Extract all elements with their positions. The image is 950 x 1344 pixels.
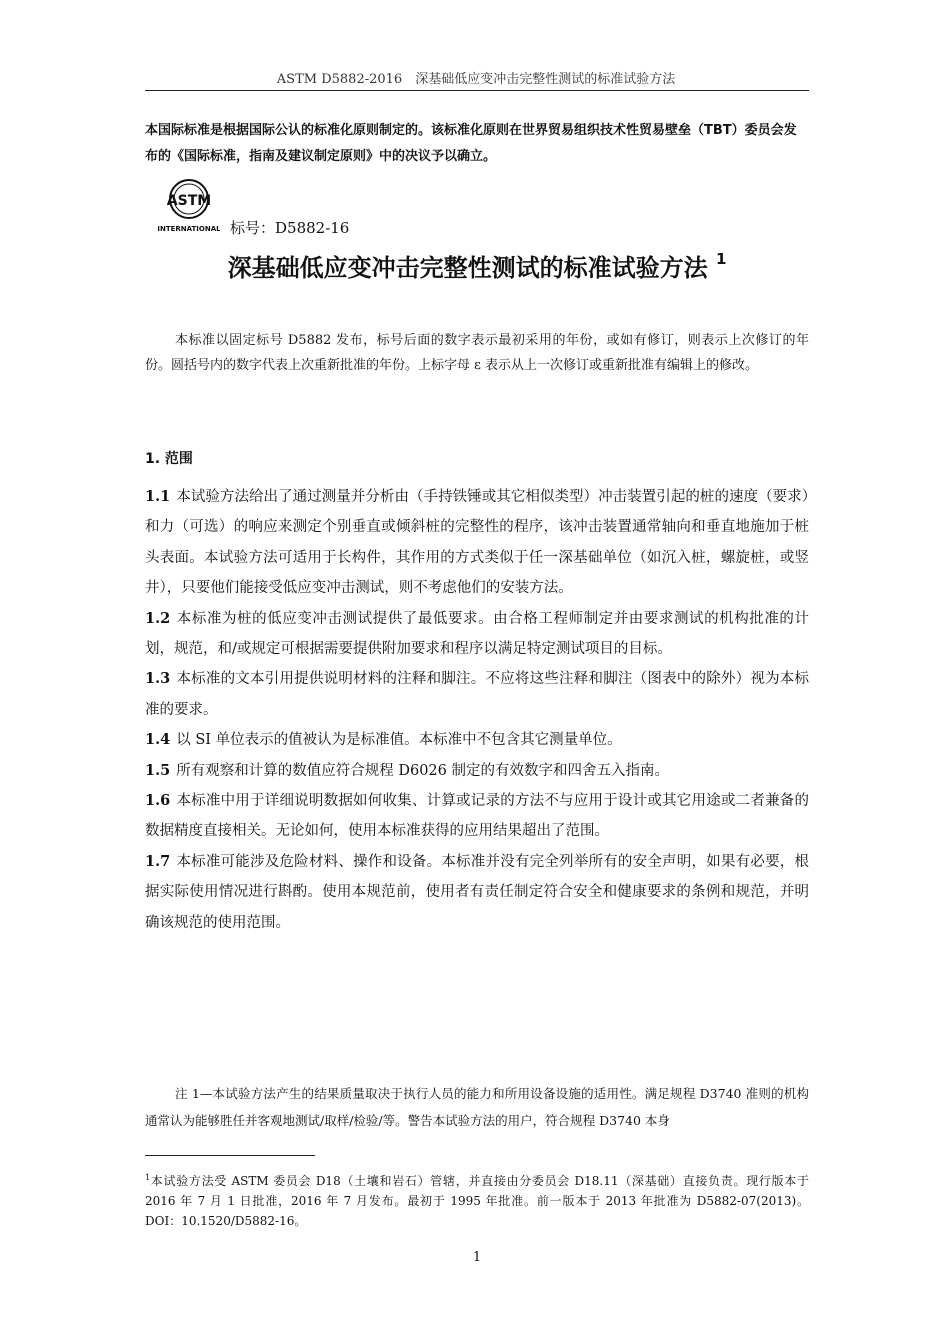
header-rule [145, 90, 809, 91]
clause-number: 1.7 [145, 852, 171, 870]
title-footnote-mark: 1 [715, 250, 727, 268]
title-text: 深基础低应变冲击完整性测试的标准试验方法 [227, 254, 708, 282]
page-number: 1 [472, 1250, 482, 1265]
footnote-mark: 1 [145, 1173, 151, 1182]
designation-number: 标号：D5882-16 [230, 219, 350, 237]
clause-1-1 [145, 482, 809, 604]
astm-international-logo-icon [158, 178, 220, 234]
clause-text: 本标准为桩的低应变冲击测试提供了最低要求。由合格工程师制定并由要求测试的机构批准的计划，规范，和/或规定可根据需要提供附加要求和程序以满足特定测试项目的目标。 [145, 610, 809, 658]
clause-number: 1.2 [145, 609, 171, 627]
scope-clauses [145, 482, 809, 938]
running-header: ASTM D5882-2016 深基础低应变冲击完整性测试的标准试验方法 [276, 72, 676, 87]
clause-1-7 [145, 847, 809, 938]
clause-text: 所有观察和计算的数值应符合规程 D6026 制定的有效数字和四舍五入指南。 [176, 762, 669, 779]
clause-text: 本试验方法给出了通过测量并分析由（手持铁锤或其它相似类型）冲击装置引起的桩的速度（要求）和力（可选）的响应来测定个别垂直或倾斜桩的完整性的程序，该冲击装置通常轴向和垂直地施加于桩头表面。本试验方法可适用于长构件，其作用的方式类似于任一深基础单位（如沉入桩，螺旋桩，或竖井），只要他们能接受低应变冲击测试，则不考虑他们的安装方法。 [145, 489, 809, 597]
clause-text: 本标准可能涉及危险材料、操作和设备。本标准并没有完全列举所有的安全声明，如果有必要，根据实际使用情况进行斟酌。使用本规范前，使用者有责任制定符合安全和健康要求的条例和规范，并明确该规范的使用范围。 [145, 853, 809, 931]
clause-number: 1.1 [145, 488, 171, 505]
section-heading-scope: 1. 范围 [145, 451, 193, 467]
preamble-paragraph: 本标准以固定标号 D5882 发布，标号后面的数字表示最初采用的年份，或如有修订，则表示上次修订的年份。圆括号内的数字代表上次重新批准的年份。上标字母 ε 表示从上一次修订或重新批准有编辑上的修改。 [145, 333, 809, 373]
footnote-text: 本试验方法受 ASTM 委员会 D18（土壤和岩石）管辖，并直接由分委员会 D18.11（深基础）直接负责。现行版本于 2016 年 7 月 1 日批准，2016 年 7 月发布。最初于 1995 年批准。前一版本于 2013 年批准为 D5882-07(2013)。DOI：10.1520/D5882-16。 [145, 1174, 809, 1228]
note-1: 注 1—本试验方法产生的结果质量取决于执行人员的能力和所用设备设施的适用性。满足规程 D3740 准则的机构通常认为能够胜任并客观地测试/取样/检验/等。警告本试验方法的用户，符合规程 D3740 本身 [145, 1086, 809, 1128]
clause-1-2 [145, 604, 809, 665]
clause-number: 1.5 [145, 761, 171, 779]
clause-number: 1.3 [145, 670, 171, 688]
clause-1-5 [145, 756, 809, 786]
clause-number: 1.6 [145, 792, 171, 810]
clause-1-4 [145, 725, 809, 755]
footnote-rule [145, 1155, 315, 1156]
logo-letters: ASTM [166, 193, 212, 209]
standards-notice: 本国际标准是根据国际公认的标准化原则制定的。该标准化原则在世界贸易组织技术性贸易壁垒（TBT）委员会发布的《国际标准，指南及建议制定原则》中的决议予以确立。 [145, 123, 797, 164]
logo-subtext: INTERNATIONAL [158, 225, 220, 233]
clause-text: 本标准中用于详细说明数据如何收集、计算或记录的方法不与应用于设计或其它用途或二者兼备的数据精度直接相关。无论如何，使用本标准获得的应用结果超出了范围。 [145, 793, 809, 840]
clause-1-3 [145, 664, 809, 725]
footnote-1 [145, 1168, 809, 1231]
clause-1-6 [145, 786, 809, 847]
document-title [145, 248, 809, 283]
clause-number: 1.4 [145, 731, 171, 749]
clause-text: 以 SI 单位表示的值被认为是标准值。本标准中不包含其它测量单位。 [176, 732, 622, 749]
clause-text: 本标准的文本引用提供说明材料的注释和脚注。不应将这些注释和脚注（图表中的除外）视为本标准的要求。 [145, 671, 809, 718]
